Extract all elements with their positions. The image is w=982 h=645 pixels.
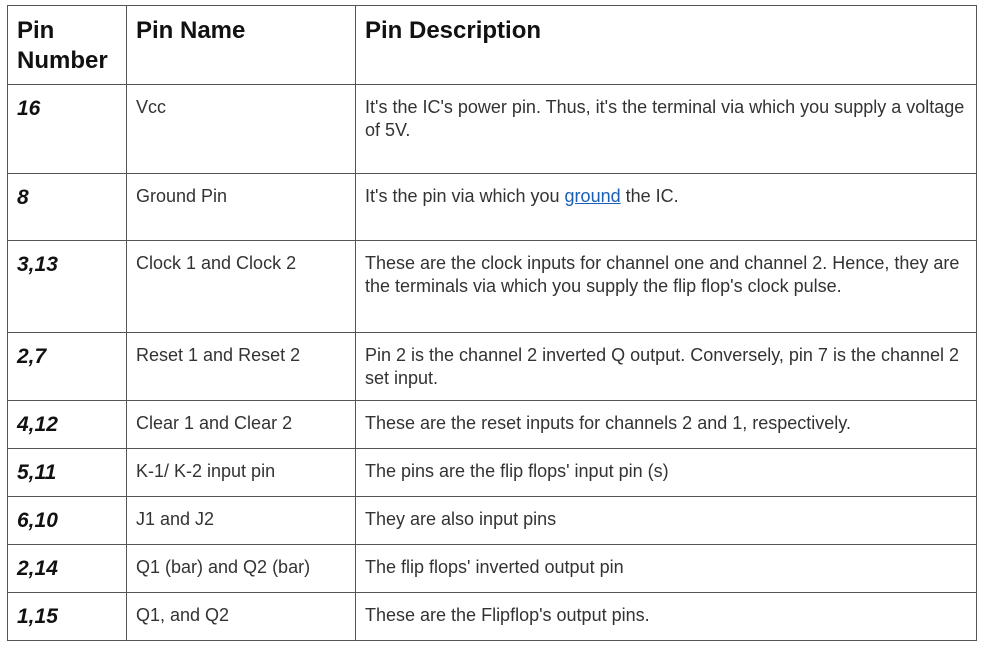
pin-number-cell: 2,14 (8, 545, 127, 593)
pin-description-cell: They are also input pins (356, 497, 977, 545)
pin-number-cell: 3,13 (8, 241, 127, 333)
pin-description-cell: Pin 2 is the channel 2 inverted Q output. Conversely, pin 7 is the channel 2 set input. (356, 333, 977, 401)
description-text: the IC. (620, 186, 679, 206)
table-row (8, 241, 977, 333)
ground-link[interactable]: ground (564, 186, 621, 206)
pin-name-cell: Q1, and Q2 (127, 593, 356, 641)
header-row (8, 6, 977, 85)
pin-name-cell: Clear 1 and Clear 2 (127, 401, 356, 449)
table-row (8, 85, 977, 174)
table-row (8, 545, 977, 593)
pin-number-cell: 2,7 (8, 333, 127, 401)
pin-table-container (7, 5, 976, 641)
table-row (8, 497, 977, 545)
pin-description-cell: It's the IC's power pin. Thus, it's the terminal via which you supply a voltage of 5V. (356, 85, 977, 174)
header-pin-description: Pin Description (356, 6, 977, 85)
table-row (8, 333, 977, 401)
table-row (8, 449, 977, 497)
pin-description-cell: The pins are the flip flops' input pin (s) (356, 449, 977, 497)
pin-number-cell: 5,11 (8, 449, 127, 497)
description-text: It's the pin via which you (365, 186, 565, 206)
table-row (8, 174, 977, 241)
pin-description-cell (356, 174, 977, 241)
pin-name-cell: Reset 1 and Reset 2 (127, 333, 356, 401)
pin-number-cell: 6,10 (8, 497, 127, 545)
pin-name-cell: Vcc (127, 85, 356, 174)
pin-name-cell: Q1 (bar) and Q2 (bar) (127, 545, 356, 593)
pin-description-cell: These are the clock inputs for channel one and channel 2. Hence, they are the terminals via which you supply the flip flop's clock pulse. (356, 241, 977, 333)
pin-number-cell: 4,12 (8, 401, 127, 449)
pin-name-cell: Ground Pin (127, 174, 356, 241)
pin-number-cell: 16 (8, 85, 127, 174)
pin-number-cell: 1,15 (8, 593, 127, 641)
pin-number-cell: 8 (8, 174, 127, 241)
pin-table (7, 5, 977, 641)
table-row (8, 401, 977, 449)
pin-description-cell: The flip flops' inverted output pin (356, 545, 977, 593)
table-row (8, 593, 977, 641)
pin-name-cell: Clock 1 and Clock 2 (127, 241, 356, 333)
pin-description-cell: These are the reset inputs for channels 2 and 1, respectively. (356, 401, 977, 449)
pin-name-cell: K-1/ K-2 input pin (127, 449, 356, 497)
header-pin-number: Pin Number (8, 6, 127, 85)
pin-description-cell: These are the Flipflop's output pins. (356, 593, 977, 641)
header-pin-name: Pin Name (127, 6, 356, 85)
pin-name-cell: J1 and J2 (127, 497, 356, 545)
